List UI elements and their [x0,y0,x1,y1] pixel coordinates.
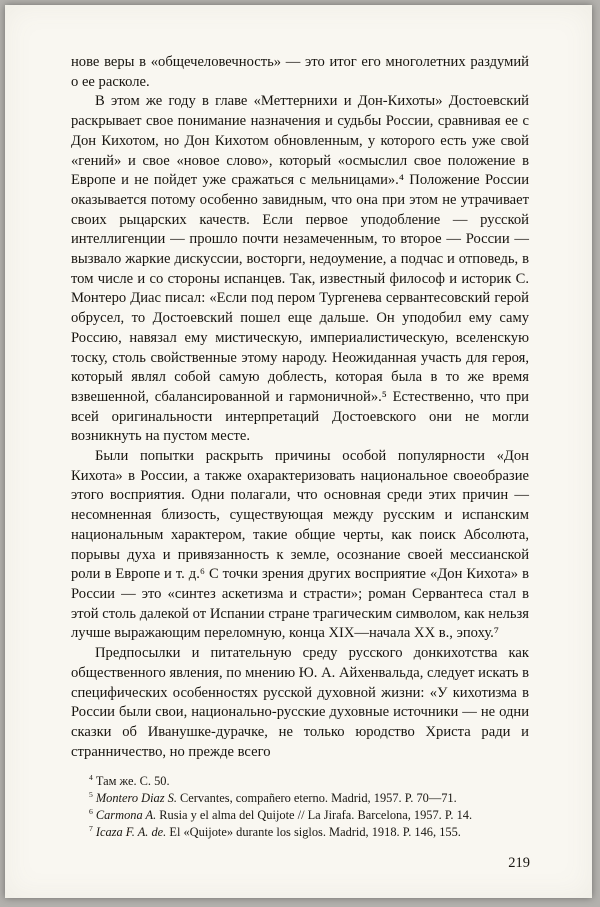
page-number: 219 [508,855,530,871]
book-page [5,5,592,898]
footnote-marker: 5 [89,789,93,799]
footnotes-block [71,773,529,840]
footnote-text: Cervantes, compañero eterno. Madrid, 1957. P. 70—71. [180,791,457,806]
footnote-text: El «Quijote» durante los siglos. Madrid, 1918. P. 146, 155. [169,824,461,839]
footnote-author: Montero Diaz S. [95,791,177,806]
footnote-marker: 4 [89,773,93,783]
footnote-marker: 6 [89,806,93,816]
footnote-4 [71,773,529,790]
body-text [71,53,529,841]
footnote-6 [71,807,529,824]
footnote-marker: 7 [89,823,93,833]
footnote-author: Carmona A. [95,807,157,822]
footnote-text: Rusia y el alma del Quijote // La Jirafa. Barcelona, 1957. P. 14. [159,807,473,822]
footnote-5 [71,790,529,807]
paragraph-1: нове веры в «общечеловечность» — это итог его многолетних раздумий о ее расколе. [71,54,529,90]
paragraph-4: Предпосылки и питательную среду русского донкихотства как общественного явления, по мнению Ю. А. Айхенвальда, следует искать в специфических особенностях русской духовной жизни: «У кихотизма в России были свои, национально-русские духовные источники — не одни сказки об Иванушке-дурачке, не только юродство Христа ради и странничество, но прежде всего [71,645,529,760]
footnote-7 [71,824,529,841]
footnote-text: Там же. С. 50. [95,774,170,789]
paragraph-2: В этом же году в главе «Меттернихи и Дон-Кихоты» Достоевский раскрывает свое понимание назначения и судьбы России, сравнивая ее с Дон Кихотом, но Дон Кихотом обновленным, у которого есть уже свой «гений» и свое «новое слово», который «осмыслил свое положение в Европе и не пойдет уже сражаться с мельницами».⁴ Положение России оказывается потому особенно завидным, что она при этом не утрачивает своих рыцарских качеств. Если первое уподобление — русской интеллигенции — прошло почти незамеченным, то второе — России — вызвало жаркие дискуссии, восторги, недоумение, а подчас и отповедь, в том числе и со стороны испанцев. Так, известный философ и историк С. Монтеро Диас писал: «Если под пером Тургенева сервантесовский герой обрусел, то Достоевский пошел еще дальше. Он уподобил ему саму Россию, навязал ему мистическую, империалистическую, вселенскую тоску, столь свойственные этому народу. Неожиданная участь для героя, который являл собой самую доблесть, которая была в то же время взвешенной, сбалансированной и гармоничной».⁵ Естественно, что при всей оригинальности интерпретаций Достоевского они не могли возникнуть на пустом месте. [71,93,529,445]
footnote-author: Icaza F. A. de. [95,824,167,839]
paragraph-3: Были попытки раскрыть причины особой популярности «Дон Кихота» в России, а также охарактеризовать национальное своеобразие этого восприятия. Одни полагали, что основная среди этих причин — несомненная близость, существующая между русским и испанским национальным характером, такие общие черты, как поиск Абсолюта, порывы духа и привязанность к земле, осознание своей мессианской роли в Европе и т. д.⁶ С точки зрения других восприятие «Дон Кихота» в России — это «синтез аскетизма и страсти»; роман Сервантеса стал в этой столь далекой от Испании стране трагическим символом, как нельзя лучше выражающим переломную, конца XIX—начала XX в., эпоху.⁷ [71,448,529,642]
